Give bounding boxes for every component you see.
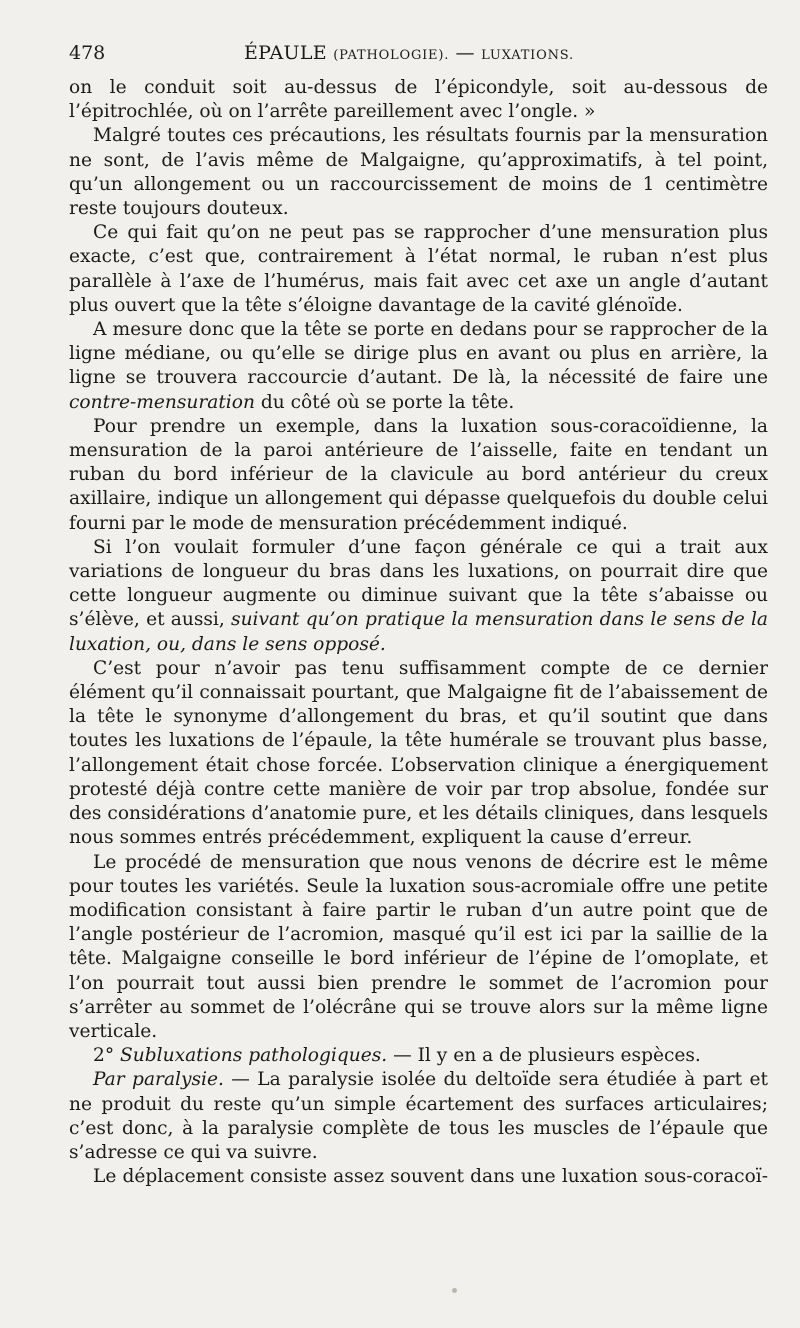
paragraph-p3 — [69, 318, 768, 415]
paragraph-p0 — [69, 76, 768, 124]
text-run: C’est pour n’avoir pas tenu suffisamment compte de ce dernier élément qu’il connaissait pourtant, que Malgaigne fit de l’abaissement de la tête le synonyme d’allongement du bras, et qu’il soutint que dans toutes les luxations de l’épaule, la tête humérale se trouvant plus basse, l’allongement était chose forcée. L’observation clinique a énergiquement protesté déjà contre cette manière de voir par trop absolue, fondée sur des considérations d’anatomie pure, et les détails cliniques, dans lesquels nous sommes entrés précédemment, expliquent la cause d’erreur. — [69, 657, 768, 849]
running-title-section: LUXATIONS. — [481, 48, 574, 63]
page-number: 478 — [69, 42, 106, 64]
paragraph-p8 — [69, 1044, 768, 1068]
text-run: Si l’on voulait formuler d’une façon générale ce qui a trait aux variations de longueur du bras dans les luxations, on pourrait dire que cette longueur augmente ou diminue suivant que la tête s’abaisse ou s’élève, et aussi, — [69, 536, 768, 631]
text-run: 2° — [93, 1045, 121, 1067]
text-run: Malgré toutes ces précautions, les résultats fournis par la mensuration ne sont, de l’avis même de Malgaigne, qu’approximatifs, à tel point, qu’un allongement ou un raccourcissement de moins de 1 centimètre reste toujours douteux. — [69, 125, 768, 220]
text-run: — Il y en a de plusieurs espèces. — [387, 1045, 701, 1067]
text-run: — La paralysie isolée du deltoïde sera étudiée à part et ne produit du reste qu’un simple écartement des surfaces articulaires; c’est donc, à la paralysie complète de tous les muscles de l’épaule que s’adresse ce qui va suivre. — [69, 1069, 768, 1163]
text-run: on le conduit soit au-dessus de l’épicondyle, soit au-dessous de l’épitrochlée, où on l’arrête pareillement avec l’ongle. » — [69, 77, 768, 123]
text-run: A mesure donc que la tête se porte en dedans pour se rapprocher de la ligne médiane, ou qu’elle se dirige plus en avant ou plus en arrière, la ligne se trouvera raccourcie d’autant. De là, la nécessité de faire une — [69, 319, 768, 389]
italic-run: contre-mensuration — [69, 391, 255, 413]
italic-run: Par paralysie. — [93, 1069, 224, 1091]
paragraph-p6 — [69, 657, 768, 851]
paragraph-p2 — [69, 221, 768, 318]
text-run: Pour prendre un exemple, dans la luxation sous-coracoïdienne, la mensuration de la paroi antérieure de l’aisselle, faite en tendant un ruban du bord inférieur de la clavicule au bord antérieur du creux axillaire, indique un allongement qui dépasse quelquefois du double celui fourni par le mode de mensuration précédemment indiqué. — [69, 415, 768, 534]
text-run: Le déplacement consiste assez souvent dans une luxation sous-coracoï- — [93, 1166, 768, 1188]
running-title — [244, 42, 574, 64]
paragraph-p7 — [69, 851, 768, 1045]
running-title-main: ÉPAULE — [244, 42, 327, 64]
text-run: Ce qui fait qu’on ne peut pas se rapprocher d’une mensuration plus exacte, c’est que, contrairement à l’état normal, le ruban n’est plus parallèle à l’axe de l’humérus, mais fait avec cet axe un angle d’autant plus ouvert que la tête s’éloigne davantage de la cavité glénoïde. — [69, 222, 768, 316]
page-speck — [452, 1288, 457, 1293]
italic-run: suivant qu’on pratique la mensuration dans le sens de la luxation, ou, dans le sens opposé. — [69, 609, 768, 655]
running-title-sub: (PATHOLOGIE). — [333, 48, 450, 63]
paragraph-p10 — [69, 1165, 768, 1189]
running-title-dash: — — [455, 42, 475, 64]
text-run: Le procédé de mensuration que nous venons de décrire est le même pour toutes les variétés. Seule la luxation sous-acromiale offre une petite modification consistant à faire partir le ruban d’un autre point que de l’angle postérieur de l’acromion, masqué qu’il est ici par la saillie de la tête. Malgaigne conseille le bord inférieur de l’épine de l’omoplate, et l’on pourrait tout aussi bien prendre le sommet de l’acromion pour s’arrêter au sommet de l’olécrâne qui se trouve alors sur la même ligne verticale. — [69, 851, 768, 1042]
running-header — [69, 42, 768, 72]
italic-run: Subluxations pathologiques. — [120, 1045, 388, 1067]
paragraph-p5 — [69, 536, 768, 657]
text-run: du côté où se porte la tête. — [254, 391, 515, 413]
paragraph-p1 — [69, 124, 768, 221]
body-text — [69, 76, 768, 1189]
paragraph-p4 — [69, 415, 768, 536]
paragraph-p9 — [69, 1068, 768, 1165]
